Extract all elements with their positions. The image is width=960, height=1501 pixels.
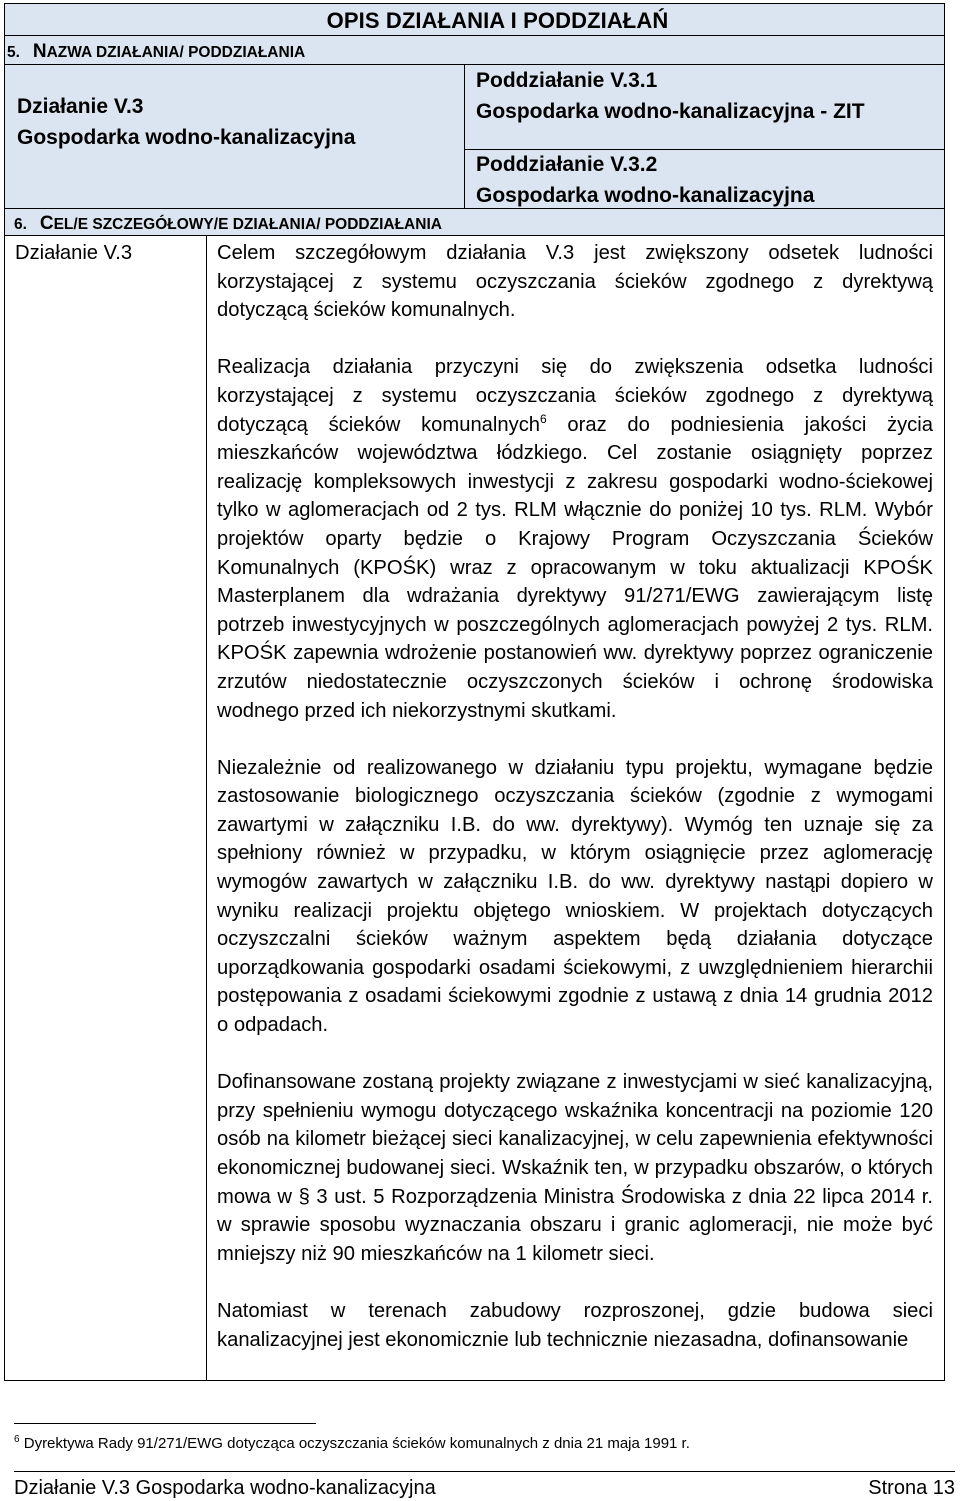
subaction-2-code: Poddziałanie V.3.2	[476, 153, 658, 176]
footnote-separator	[14, 1423, 316, 1424]
footnote-text: Dyrektywa Rady 91/271/EWG dotycząca oczyszczania ścieków komunalnych z dnia 21 maja 1991 r.	[19, 1435, 690, 1452]
section-5-action-cell	[4, 65, 464, 209]
section-5-label-initial: N	[32, 41, 47, 62]
subaction-1-cell	[464, 65, 945, 150]
paragraph-niezaleznie: Niezależnie od realizowanego w działaniu typu projektu, wymagane będzie zastosowanie biologicznego oczyszczania ścieków (zgodnie z wymogami zawartymi w załączniku I.B. do ww. dyrektywy). Wymóg ten uznaje się za spełniony również w przypadku, w którym osiągnięcie przez aglomerację wymogów zawartych w załączniku I.B. do ww. dyrektywy nastąpi dopiero w wyniku realizacji projektu objętego wnioskiem. W projektach dotyczących oczyszczalni ścieków ważnym aspektem będą działania dotyczące uporządkowania gospodarki osadami ściekowymi, z uwzględnieniem hierarchii postępowania z osadami ściekowymi zgodnie z ustawą z dnia 14 grudnia 2012 o odpadach.	[217, 756, 933, 1037]
section-6-header	[4, 209, 945, 236]
action-name: Gospodarka wodno-kanalizacyjna	[17, 126, 356, 149]
page-number: Strona 13	[868, 1477, 955, 1499]
section-5-label: AZWA DZIAŁANIA/ PODDZIAŁANIA	[46, 44, 306, 61]
paragraph-dofinansowane: Dofinansowane zostaną projekty związane z inwestycjami w sieć kanalizacyjną, przy spełnieniu wymogu dotyczącego wskaźnika koncentracji na poziomie 120 osób na kilometr bieżącej sieci kanalizacyjnej, w celu zapewnienia efektywności ekonomicznej budowanej sieci. Wskaźnik ten, w przypadku obszarów, o których mowa w § 3 ust. 5 Rozporządzenia Ministra Środowiska z dnia 22 lipca 2014 r. w sprawie sposobu wyznaczania obszaru i granic aglomeracji, nie może być mniejszy niż 90 mieszkańców na 1 kilometr sieci.	[217, 1071, 933, 1265]
footnote-marker: 6	[540, 411, 547, 426]
page-footer	[14, 1477, 955, 1500]
subaction-1-code: Poddziałanie V.3.1	[476, 69, 658, 92]
section-5-number: 5.	[7, 44, 20, 61]
subaction-2-cell	[464, 150, 945, 209]
document-title: OPIS DZIAŁANIA I PODDZIAŁAŃ	[326, 8, 669, 33]
section-6-label: EL/E SZCZEGÓŁOWY/E DZIAŁANIA/ PODDZIAŁANIA	[53, 216, 442, 233]
section-5-header	[4, 36, 945, 65]
footer-document-title: Działanie V.3 Gospodarka wodno-kanalizacyjna	[14, 1477, 436, 1499]
paragraph-natomiast: Natomiast w terenach zabudowy rozproszonej, gdzie budowa sieci kanalizacyjnej jest ekonomicznie lub technicznie niezasadna, dofinansowanie	[217, 1299, 933, 1351]
footer-separator	[14, 1471, 955, 1472]
section-6-left-cell	[4, 236, 206, 1381]
section-6-body	[217, 239, 933, 1354]
subaction-2-name: Gospodarka wodno-kanalizacyjna	[476, 184, 815, 207]
paragraph-realizacja: Realizacja działania przyczyni się do zwiększenia odsetka ludności korzystającej z systemu oczyszczania ścieków zgodnego z dyrektywą dotyczącą ścieków komunalnych$^6$ oraz do podniesienia jakości życia mieszkańców województwa łódzkiego. Cel zostanie osiągnięty poprzez realizację kompleksowych inwestycji z zakresu gospodarki wodno-ściekowej tylko w aglomeracjach od 2 tys. RLM włącznie do poniżej 10 tys. RLM. Wybór projektów oparty będzie o Krajowy Program Oczyszczania Ścieków Komunalnych (KPOŚK) wraz z opracowanym w toku aktualizacji KPOŚK Masterplanem dla wdrażania dyrektywy 91/271/EWG zawierającym listę potrzeb inwestycyjnych w poszczególnych aglomeracjach powyżej 2 tys. RLM. KPOŚK zapewnia wdrożenie postanowień ww. dyrektywy poprzez ograniczenie zrzutów niedostatecznie oczyszczonych ścieków i ochronę środowiska wodnego przed ich niekorzystnymi skutkami.	[217, 356, 933, 722]
objective-paragraph: Celem szczegółowym działania V.3 jest zwiększony odsetek ludności korzystającej z systemu oczyszczania ścieków zgodnego z dyrektywą dotyczącą ścieków komunalnych.	[217, 242, 933, 322]
section-6-label-initial: C	[39, 213, 54, 234]
footnote-number: 6	[14, 1434, 20, 1445]
document-title-row	[4, 3, 945, 36]
section-6-action-label: Działanie V.3	[15, 242, 133, 264]
subaction-1-name: Gospodarka wodno-kanalizacyjna - ZIT	[476, 100, 865, 123]
action-code: Działanie V.3	[17, 95, 144, 118]
footnote	[14, 1435, 690, 1452]
section-6-number: 6.	[14, 216, 27, 233]
